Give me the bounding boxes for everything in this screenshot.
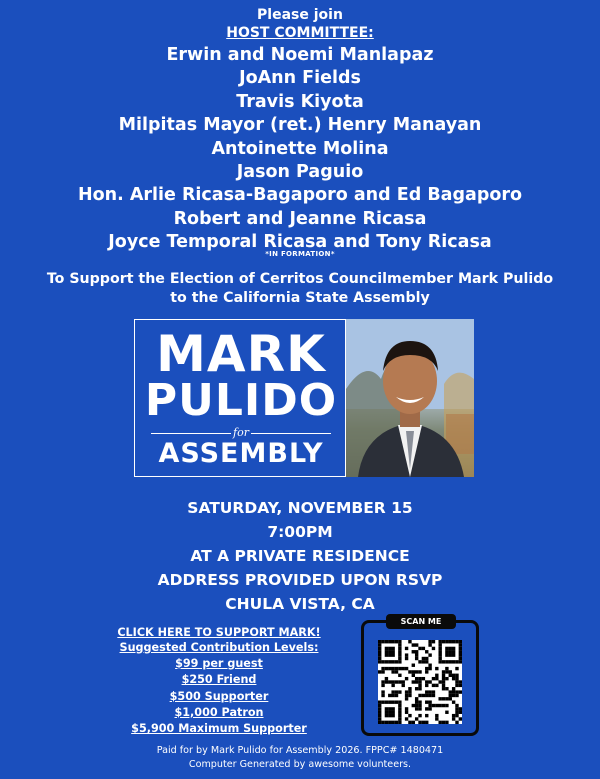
- host-name: Jason Paguio: [236, 162, 364, 183]
- contribution-level: $250 Friend: [181, 673, 257, 687]
- in-formation-note: *IN FORMATION*: [265, 250, 335, 258]
- support-line-2: to the California State Assembly: [170, 290, 430, 306]
- logo-first-name: MARK: [156, 325, 326, 383]
- logo-office: ASSEMBLY: [158, 438, 324, 469]
- qr-code-frame[interactable]: [361, 617, 479, 736]
- host-name: Antoinette Molina: [211, 138, 389, 159]
- candidate-banner: [134, 319, 474, 477]
- event-details: [0, 496, 600, 616]
- host-committee-heading: HOST COMMITTEE:: [226, 25, 374, 41]
- please-join-text: Please join: [257, 7, 343, 23]
- host-name: Joyce Temporal Ricasa and Tony Ricasa: [108, 232, 492, 253]
- contribution-level: $500 Supporter: [169, 689, 269, 703]
- scan-me-label: SCAN ME: [386, 614, 456, 629]
- event-date: SATURDAY, NOVEMBER 15: [187, 499, 413, 517]
- event-time: 7:00PM: [267, 523, 333, 541]
- footer-disclaimer: [0, 744, 600, 772]
- contribution-level: $5,900 Maximum Supporter: [131, 722, 307, 736]
- contribution-level: $99 per guest: [175, 657, 263, 670]
- support-statement: [0, 270, 600, 308]
- support-mark-link[interactable]: CLICK HERE TO SUPPORT MARK!: [117, 626, 321, 639]
- generated-by-line: Computer Generated by awesome volunteers.: [188, 759, 412, 770]
- host-name: Travis Kiyota: [236, 91, 364, 112]
- contribution-level: $1,000 Patron: [174, 705, 264, 719]
- logo-for: for: [233, 426, 249, 439]
- paid-for-line: Paid for by Mark Pulido for Assembly 2026. FPPC# 1480471: [156, 745, 444, 756]
- host-name: Hon. Arlie Ricasa-Bagaporo and Ed Bagaporo: [77, 185, 523, 206]
- host-name: JoAnn Fields: [239, 68, 361, 89]
- campaign-logo: [134, 319, 346, 477]
- host-name: Milpitas Mayor (ret.) Henry Manayan: [118, 115, 482, 136]
- event-venue: AT A PRIVATE RESIDENCE: [190, 547, 410, 565]
- event-address-note: ADDRESS PROVIDED UPON RSVP: [157, 571, 443, 589]
- host-committee-list: [0, 44, 600, 255]
- support-line-1: To Support the Election of Cerritos Councilmember Mark Pulido: [46, 271, 554, 287]
- candidate-photo: [346, 319, 474, 477]
- logo-divider-right: [251, 433, 331, 434]
- qr-code[interactable]: [378, 640, 462, 724]
- contribution-section: [99, 625, 339, 737]
- qr-code-icon: [378, 640, 462, 724]
- candidate-portrait-icon: [346, 319, 474, 477]
- host-name: Robert and Jeanne Ricasa: [173, 208, 427, 229]
- logo-last-name: PULIDO: [144, 375, 338, 426]
- contribution-levels-list: [99, 656, 339, 737]
- contribution-levels-heading: Suggested Contribution Levels:: [119, 641, 319, 654]
- host-name: Erwin and Noemi Manlapaz: [166, 45, 434, 65]
- event-city: CHULA VISTA, CA: [225, 595, 375, 613]
